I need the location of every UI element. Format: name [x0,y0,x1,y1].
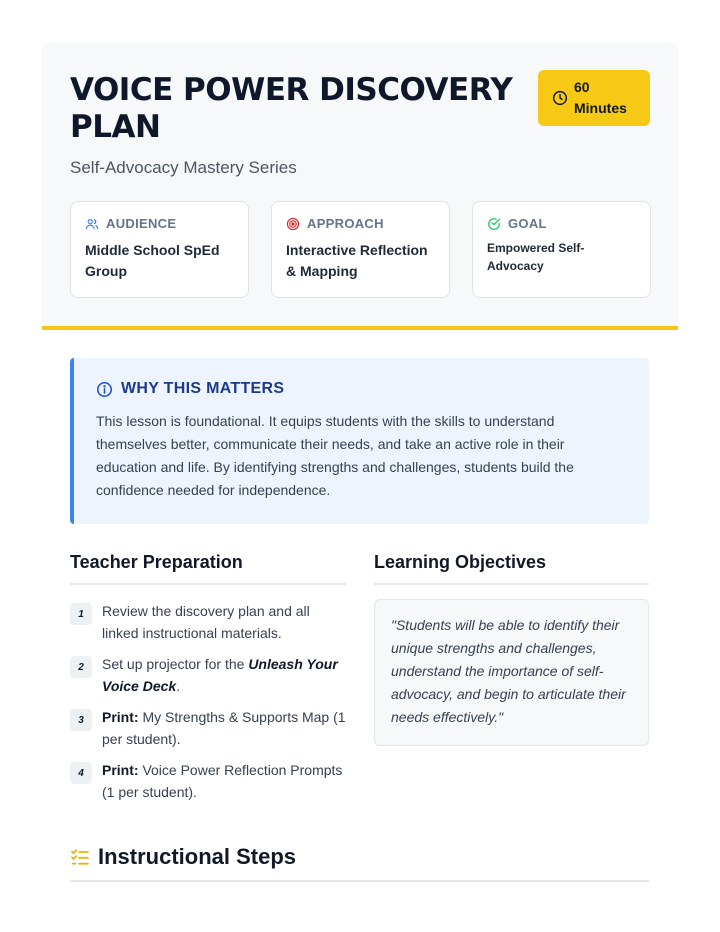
duration-value: 60 [574,79,590,95]
goal-card [472,201,651,298]
objective-quote: "Students will be able to identify their unique strengths and challenges, understand the importance of self-advocacy, and begin to articulate their needs effectively." [374,599,649,746]
divider [374,583,649,585]
info-icon [96,381,113,398]
approach-card [271,201,450,298]
duration-badge [538,70,650,126]
deck-name: Unleash Your Voice Deck [102,656,338,694]
list-item [70,654,346,697]
preparation-list [70,601,346,803]
goal-label: GOAL [508,216,547,231]
lesson-plan-page [42,42,678,869]
list-item [70,707,346,750]
header [42,42,678,330]
step-number: 1 [70,603,92,625]
step-text: Set up projector for the Unleash Your Voice Deck. [102,656,338,694]
step-text: Print: My Strengths & Supports Map (1 per student). [102,709,346,747]
learning-objectives-section [374,552,649,746]
preparation-title: Teacher Preparation [70,552,243,572]
why-this-matters-box [70,358,649,524]
list-item [70,601,346,644]
list-item [70,760,346,803]
check-circle-icon [487,217,501,231]
clock-icon [552,90,568,106]
info-cards [70,201,651,298]
step-number: 4 [70,762,92,784]
step-number: 2 [70,656,92,678]
audience-value: Middle School SpEd Group [85,242,220,279]
approach-label: APPROACH [307,216,384,231]
step-number: 3 [70,709,92,731]
goal-value: Empowered Self-Advocacy [487,241,585,273]
divider [70,880,649,882]
step-text: Print: Voice Power Reflection Prompts (1 per student). [102,762,343,800]
teacher-preparation-section [70,552,346,813]
divider [70,583,346,585]
objectives-title: Learning Objectives [374,552,547,572]
checklist-icon [70,847,90,867]
step-text: Review the discovery plan and all linked instructional materials. [102,603,310,641]
approach-value: Interactive Reflection & Mapping [286,242,428,279]
audience-label: AUDIENCE [106,216,177,231]
page-subtitle: Self-Advocacy Mastery Series [70,158,297,177]
audience-card [70,201,249,298]
instructional-steps-section [70,844,649,882]
users-icon [85,217,99,231]
page-title: VOICE POWER DISCOVERY PLAN [70,72,513,145]
instructional-title: Instructional Steps [98,844,297,869]
duration-unit: Minutes [574,100,627,116]
why-body: This lesson is foundational. It equips students with the skills to understand themselves better, communicate their needs, and take an active role in their education and life. By identifying strengths and challenges, students build the confidence needed for independence. [96,413,574,498]
target-icon [286,217,300,231]
why-title: WHY THIS MATTERS [121,380,285,397]
